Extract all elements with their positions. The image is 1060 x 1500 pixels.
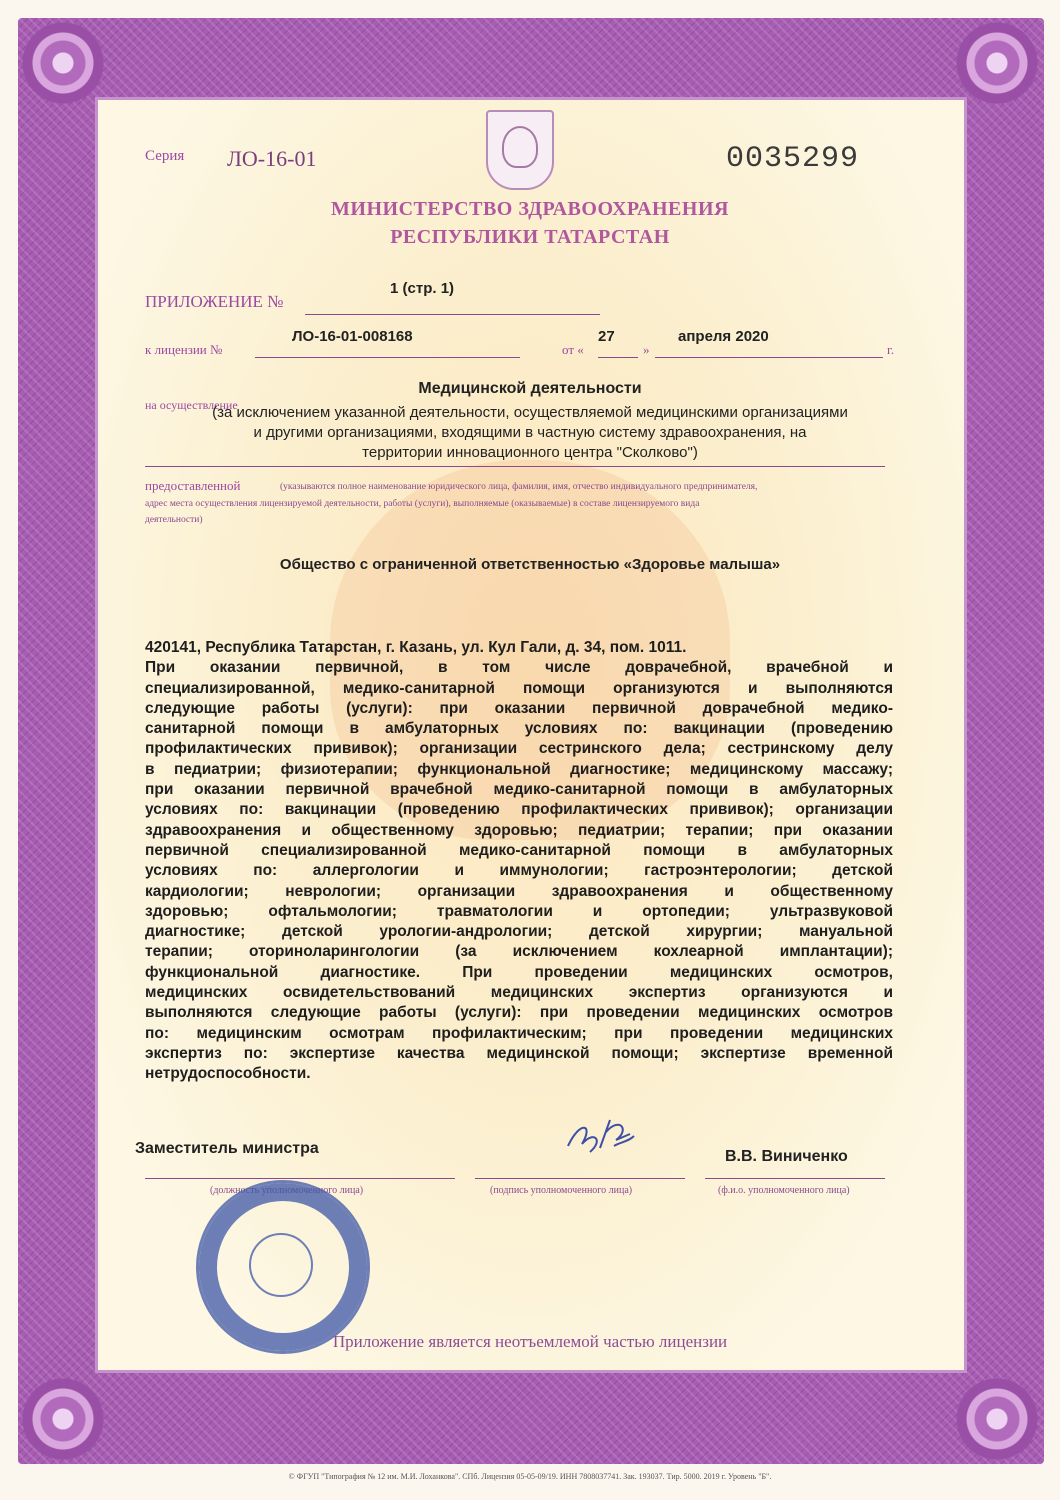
- services-text-line: кардиологии; неврологии; организации здравоохранения и общественному: [145, 882, 893, 900]
- date-day: 27: [598, 328, 615, 345]
- date-year-suffix: г.: [887, 342, 895, 357]
- appendix-number-line: [305, 314, 600, 315]
- corner-rosette-icon: [954, 20, 1040, 106]
- position-line: [145, 1178, 455, 1179]
- official-seal-stamp: [196, 1180, 370, 1354]
- provided-note-line1: (указываются полное наименование юридического лица, фамилия, имя, отчество индивидуального предпринимателя,: [280, 482, 758, 492]
- services-text-line: по: медицинским осмотрам профилактическим; при проведении медицинских: [145, 1024, 893, 1042]
- services-text-line: медицинских освидетельствований медицинских экспертиз организуются и: [145, 984, 893, 1002]
- series-label: Серия: [145, 148, 185, 164]
- services-text-line: здоровью; офтальмологии; травматологии и ортопедии; ультразвуковой: [145, 902, 893, 920]
- activity-label: на осуществление: [145, 398, 238, 412]
- position-caption: (должность уполномоченного лица): [210, 1185, 364, 1196]
- corner-rosette-icon: [20, 1376, 106, 1462]
- services-text-line: профилактических прививок); организации сестринского дела; сестринскому делу: [145, 740, 893, 758]
- services-last-line: нетрудоспособности.: [145, 1065, 311, 1083]
- activity-text-line3: территории инновационного центра "Сколково"): [362, 444, 698, 461]
- signatory-position: Заместитель министра: [135, 1140, 319, 1157]
- services-text-line: условиях по: вакцинации (проведению профилактических прививок); организации: [145, 801, 893, 819]
- services-text-line: условиях по: аллергологии и иммунологии; гастроэнтерологии; детской: [145, 862, 893, 880]
- appendix-label: ПРИЛОЖЕНИЕ №: [145, 292, 284, 311]
- provided-note-line3: деятельности): [145, 515, 203, 525]
- ministry-title-line1: МИНИСТЕРСТВО ЗДРАВООХРАНЕНИЯ: [331, 198, 729, 220]
- services-text-line: выполняются следующие работы (услуги): при проведении медицинских осмотров: [145, 1004, 893, 1022]
- series-value: ЛО-16-01: [227, 146, 317, 171]
- date-day-line: [598, 357, 638, 358]
- services-text-line: санитарной помощи в амбулаторных условиях по: вакцинации (проведению: [145, 720, 893, 738]
- activity-title: Медицинской деятельности: [418, 380, 642, 397]
- license-label: к лицензии №: [145, 342, 223, 357]
- signatory-name: В.В. Виниченко: [725, 1148, 848, 1165]
- appendix-number: 1 (стр. 1): [390, 280, 455, 297]
- date-open-quote: от «: [562, 342, 584, 357]
- services-text-line: экспертиз по: экспертизе качества медицинской помощи; экспертизе временной: [145, 1044, 893, 1062]
- signature-mark: [560, 1112, 640, 1170]
- corner-rosette-icon: [954, 1376, 1040, 1462]
- ministry-title-line2: РЕСПУБЛИКИ ТАТАРСТАН: [390, 226, 670, 248]
- date-month-line: [655, 357, 883, 358]
- services-text-line: первичной специализированной медико-санитарной помощи в амбулаторных: [145, 841, 893, 859]
- services-text-line: в педиатрии; физиотерапии; функциональной диагностике; медицинскому массажу;: [145, 760, 893, 778]
- name-line: [705, 1178, 885, 1179]
- name-caption: (ф.и.о. уполномоченного лица): [718, 1185, 850, 1196]
- services-text-line: функциональной диагностике. При проведении медицинских осмотров,: [145, 963, 893, 981]
- services-text-line: при оказании первичной врачебной медико-санитарной помощи в амбулаторных: [145, 781, 893, 799]
- signature-caption: (подпись уполномоченного лица): [490, 1185, 633, 1196]
- services-text-line: диагностике; детской урологии-андрологии; детской хирургии; мануальной: [145, 923, 893, 941]
- services-body: [145, 638, 893, 1085]
- date-month-year: апреля 2020: [678, 328, 769, 345]
- services-text: [145, 658, 893, 1064]
- activity-text-line1: (за исключением указанной деятельности, осуществляемой медицинскими организациями: [212, 404, 848, 421]
- services-text-line: здравоохранения и общественному здоровью; педиатрии; терапии; при оказании: [145, 821, 893, 839]
- address-line: 420141, Республика Татарстан, г. Казань, ул. Кул Гали, д. 34, пом. 1011.: [145, 639, 687, 656]
- services-text-line: специализированной, медико-санитарной помощи организуются и выполняются: [145, 679, 893, 697]
- footer-note: Приложение является неотъемлемой частью лицензии: [332, 1332, 728, 1351]
- signature-line: [475, 1178, 685, 1179]
- license-number-line: [255, 357, 520, 358]
- organization-name: Общество с ограниченной ответственностью «Здоровье малыша»: [279, 556, 781, 573]
- printer-info: © ФГУП "Типография № 12 им. М.И. Лоханкова". СПб. Лицензия 05-05-09/19. ИНН 7808037741. Зак. 193037. Тир. 5000. 2019 г. Уровень "Б".: [288, 1472, 772, 1481]
- date-close-quote: »: [643, 342, 650, 357]
- services-text-line: следующие работы (услуги): при оказании первичной доврачебной медико-: [145, 699, 893, 717]
- license-number: ЛО-16-01-008168: [292, 328, 413, 345]
- corner-rosette-icon: [20, 20, 106, 106]
- provided-label: предоставленной: [145, 478, 241, 493]
- form-number: 0035299: [726, 142, 860, 176]
- provided-note-line2: адрес места осуществления лицензируемой деятельности, работы (услуги), выполняемые (оказываемые) в составе лицензируемого вида: [145, 499, 700, 509]
- services-text-line: терапии; оториноларингологии (за исключением кохлеарной имплантации);: [145, 943, 893, 961]
- activity-text-line2: и другими организациями, входящими в частную систему здравоохранения, на: [253, 424, 807, 441]
- coat-of-arms-icon: [486, 110, 554, 190]
- services-text-line: При оказании первичной, в том числе доврачебной, врачебной и: [145, 659, 893, 677]
- activity-underline: [145, 466, 885, 467]
